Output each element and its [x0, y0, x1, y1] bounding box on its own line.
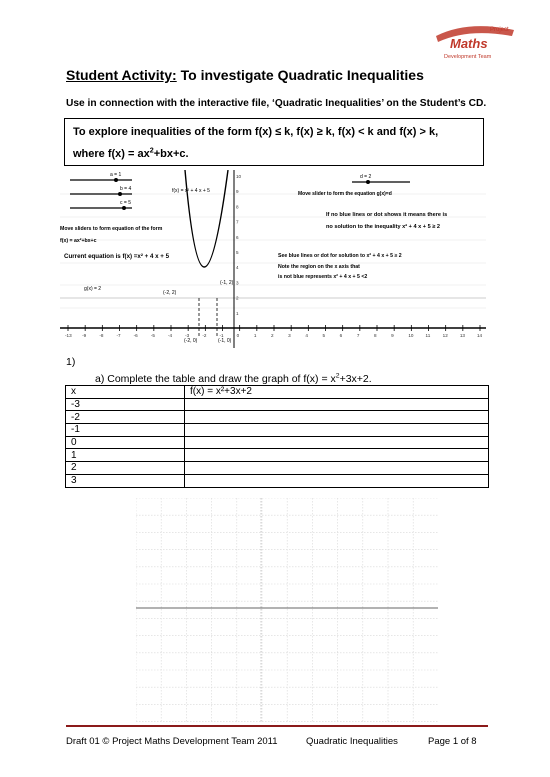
objective-line2: where $f(x) = ax^2+bx+c$. [73, 146, 189, 160]
no-blue-2: no solution to the inequality x² + 4 x + 5 ≥ 2 [326, 224, 441, 230]
x-tick-label: -8 [99, 333, 104, 338]
y-tick-label: 4 [236, 265, 239, 271]
footer-topic: Quadratic Inequalities [306, 736, 398, 747]
x-tick-label: 9 [391, 333, 394, 338]
intro-text: Use in connection with the interactive file, ‘Quadratic Inequalities’ on the Student’s CD. [66, 98, 487, 109]
x-tick-label: 5 [322, 333, 326, 338]
x-tick-label: 8 [374, 333, 377, 338]
current-eq: Current equation is f(x) =x² + 4 x + 5 [64, 253, 170, 260]
value-table [65, 385, 489, 488]
table-row [66, 436, 489, 449]
x-tick-label: -1 [219, 333, 224, 338]
y-tick-label: 6 [236, 234, 239, 240]
y-tick-label: 7 [236, 219, 239, 225]
pt-left-top: (-2, 2) [163, 290, 177, 296]
table-row [66, 474, 489, 487]
fx-cell [185, 411, 489, 424]
question-text: a) Complete the table and draw the graph of $f(x) = x^2+3x+2$. [95, 372, 372, 385]
footer-page: Page 1 of 8 [428, 736, 477, 747]
fx-cell [185, 474, 489, 487]
y-tick-label: 10 [236, 174, 242, 179]
y-tick-label: 2 [236, 295, 239, 301]
x-tick-label: 0 [236, 333, 240, 338]
fx-label: f(x) = x² + 4 x + 5 [172, 188, 210, 194]
x-tick-label: -4 [168, 333, 173, 338]
x-cell: -2 [66, 411, 185, 424]
x-tick-label: 2 [271, 333, 274, 338]
table-row [66, 424, 489, 437]
parabola [185, 170, 228, 267]
x-tick-label: 10 [408, 333, 414, 338]
x-tick-label: 14 [477, 333, 483, 338]
x-tick-label: -2 [202, 333, 207, 338]
slider-a-label: a = 1 [110, 172, 122, 178]
y-tick-label: 9 [236, 189, 239, 195]
x-tick-label: -7 [116, 333, 121, 338]
footer-rule [66, 725, 488, 727]
y-tick-label: 8 [236, 204, 239, 210]
x-tick-label: -3 [185, 333, 190, 338]
x-tick-label: 13 [459, 333, 465, 338]
pt-right-top: (-1, 2) [220, 280, 234, 286]
logo-line2: Maths [450, 36, 488, 51]
slider-b-label: b = 4 [120, 186, 132, 192]
x-tick-label: -6 [133, 333, 138, 338]
note-2: is not blue represents x² + 4 x + 5 <2 [278, 274, 368, 280]
x-tick-label: 3 [288, 333, 291, 338]
x-cell: -3 [66, 398, 185, 411]
slider-d-label: d = 2 [360, 174, 372, 180]
x-tick-label: 6 [339, 333, 343, 338]
x-tick-label: 1 [253, 333, 257, 338]
move-slider-eq: Move slider to form the equation g(x)=d [298, 191, 392, 197]
x-cell: 2 [66, 462, 185, 475]
table-row [66, 411, 489, 424]
fx-cell: f(x) = x²+3x+2 [185, 386, 489, 399]
fx-cell [185, 462, 489, 475]
fx-cell [185, 424, 489, 437]
y-tick-label: 3 [236, 280, 239, 286]
sliders-form-1: Move sliders to form equation of the form [60, 226, 163, 232]
table-header-row [66, 386, 489, 399]
logo-line3: Development Team [444, 54, 492, 60]
title-prefix: Student Activity: [66, 67, 177, 83]
x-cell: x [66, 386, 185, 399]
question-number: 1) [66, 356, 76, 368]
interactive-graph [60, 170, 486, 348]
see-blue: See blue lines or dot for solution to x² + 4 x + 5 ≥ 2 [278, 253, 402, 259]
x-tick-label: -5 [150, 333, 155, 338]
page-title [66, 67, 424, 83]
x-tick-label: 7 [356, 333, 360, 338]
table-row [66, 462, 489, 475]
fx-cell [185, 436, 489, 449]
sliders-form-2: f(x) = ax²+bx+c [60, 238, 97, 244]
objective-line1: To explore inequalities of the form f(x) ≤ k, f(x) ≥ k, f(x) < k and f(x) > k, [73, 126, 439, 138]
y-tick-label: 1 [236, 310, 239, 316]
x-tick-label: -13 [65, 333, 72, 338]
y-tick-label: 5 [236, 250, 239, 255]
note-1: Note the region on the x axis that [278, 264, 360, 270]
x-tick-label: 4 [305, 333, 308, 338]
logo-line1: Project [490, 27, 509, 33]
x-tick-label: 12 [442, 333, 448, 338]
pt-left-bot: (-2, 0) [184, 338, 198, 344]
project-maths-logo [428, 22, 522, 64]
fx-cell [185, 449, 489, 462]
gx-label: g(x) = 2 [84, 286, 102, 292]
x-cell: 0 [66, 436, 185, 449]
x-cell: 1 [66, 449, 185, 462]
x-tick-label: 11 [425, 333, 431, 338]
slider-c-label: c = 5 [120, 200, 131, 206]
title-rest: To investigate Quadratic Inequalities [176, 67, 424, 83]
footer-draft: Draft 01 © Project Maths Development Team 2011 [66, 736, 278, 747]
table-row [66, 449, 489, 462]
fx-cell [185, 398, 489, 411]
x-cell: -1 [66, 424, 185, 437]
x-tick-label: -9 [82, 333, 87, 338]
pt-right-bot: (-1, 0) [218, 338, 232, 344]
table-row [66, 398, 489, 411]
x-cell: 3 [66, 474, 185, 487]
blank-graph-grid [136, 498, 438, 722]
no-blue-1: If no blue lines or dot shows it means there is [326, 212, 448, 218]
